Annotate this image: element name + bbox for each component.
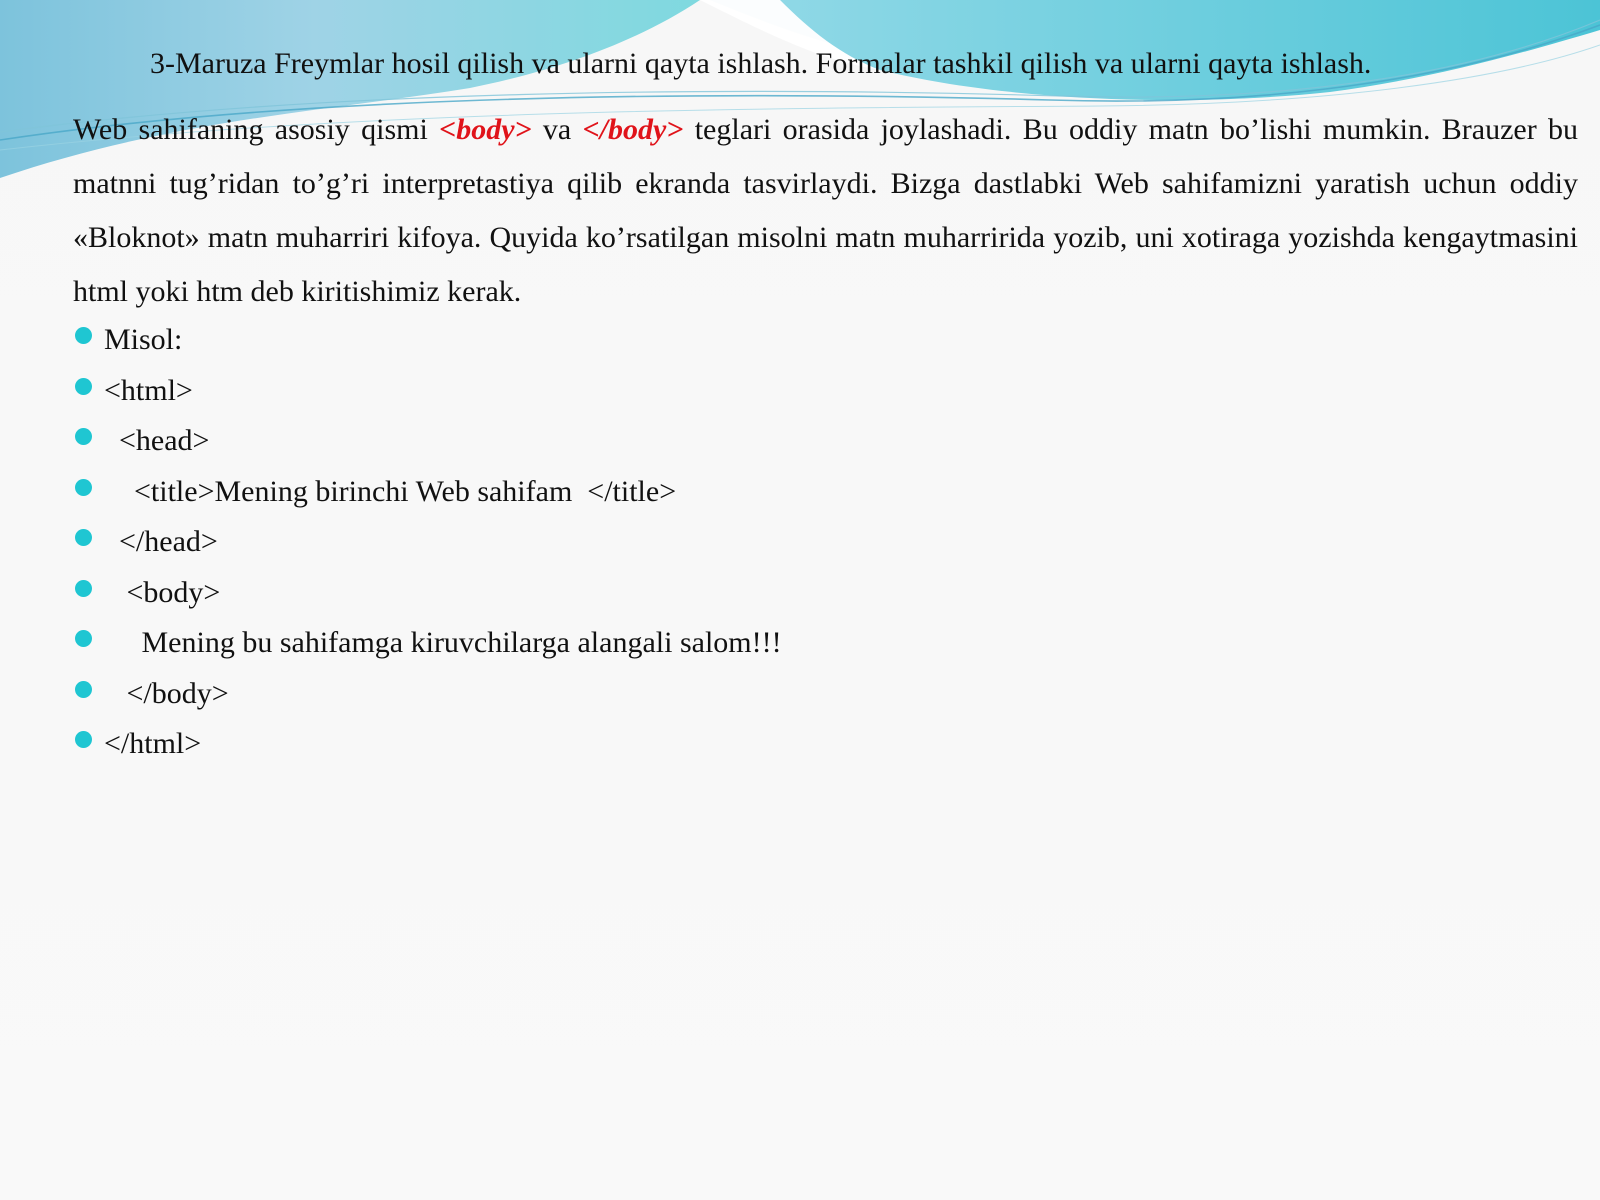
- body-close-tag: </body>: [582, 113, 684, 146]
- bullet-text: </body>: [104, 676, 229, 710]
- bullet-text: <title>Mening birinchi Web sahifam </title>: [104, 474, 677, 508]
- list-item-body-content: [75, 621, 1075, 672]
- bullet-dot-icon: [75, 580, 92, 597]
- body-open-tag: <body>: [439, 113, 532, 146]
- bullet-dot-icon: [75, 681, 92, 698]
- bullet-text: Misol:: [104, 323, 183, 356]
- bullet-dot-icon: [75, 378, 92, 395]
- paragraph-text-3: teglari orasida joylashadi. Bu oddiy matn bo’lishi mumkin. Brauzer bu matnni tug’ridan to’g’ri interpretastiya qilib ekranda tasvirlaydi. Bizga dastlabki Web sahifamizni yaratish uchun oddiy «Bloknot» matn muharriri kifoya. Quyida ko’rsatilgan misolni matn muharririda yozib, uni xotiraga yozishda kengaytmasini html yoki htm deb kiritishimiz kerak.: [73, 113, 1578, 308]
- bullet-text: <head>: [104, 424, 210, 457]
- intro-paragraph: [73, 103, 1578, 319]
- list-item-body-open: [75, 571, 1075, 622]
- list-item-head-open: [75, 419, 1075, 470]
- bullet-dot-icon: [75, 529, 92, 546]
- bullet-text: Mening bu sahifamga kiruvchilarga alangali salom!!!: [104, 626, 782, 659]
- bullet-text: <body>: [104, 575, 221, 609]
- slide-title: 3-Maruza Freymlar hosil qilish va ularni qayta ishlash. Formalar tashkil qilish va ularni qayta ishlash.: [150, 47, 1372, 80]
- bullet-dot-icon: [75, 428, 92, 445]
- code-example-list: [75, 318, 1075, 773]
- bullet-text: <html>: [104, 373, 193, 407]
- list-item-body-close: [75, 672, 1075, 723]
- bullet-text: </html>: [104, 727, 202, 760]
- bullet-dot-icon: [75, 327, 92, 344]
- list-item-html-open: [75, 369, 1075, 420]
- list-item-head-close: [75, 520, 1075, 571]
- paragraph-text-2: va: [531, 113, 583, 146]
- paragraph-text-1: Web sahifaning asosiy qismi: [73, 113, 440, 146]
- list-item-html-close: [75, 722, 1075, 773]
- list-item-misol: [75, 318, 1075, 369]
- bullet-dot-icon: [75, 479, 92, 496]
- bullet-dot-icon: [75, 630, 92, 647]
- bullet-text: </head>: [104, 525, 218, 558]
- bullet-dot-icon: [75, 731, 92, 748]
- list-item-title: [75, 470, 1075, 521]
